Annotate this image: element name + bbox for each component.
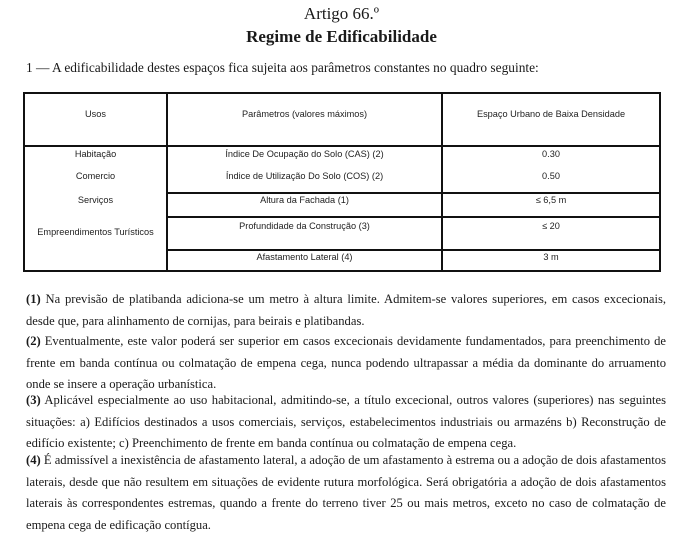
parametro-cell: Índice De Ocupação do Solo (CAS) (2) bbox=[225, 149, 384, 159]
row-divider bbox=[166, 216, 659, 218]
valor-cell: ≤ 20 bbox=[542, 221, 560, 231]
uso-item: Serviços bbox=[77, 195, 114, 205]
valor-cell: 0.30 bbox=[542, 149, 560, 159]
header-espaco-urbano: Espaço Urbano de Baixa Densidade bbox=[476, 109, 626, 119]
header-divider bbox=[25, 145, 659, 147]
article-title: Regime de Edificabilidade bbox=[246, 27, 437, 46]
footnote-4 bbox=[26, 450, 666, 536]
footnote-label: (4) bbox=[26, 453, 41, 467]
parametro-cell: Altura da Fachada (1) bbox=[260, 195, 349, 205]
uso-item: Habitação bbox=[74, 149, 117, 159]
footnote-2 bbox=[26, 331, 666, 396]
footnote-text: É admissível a inexistência de afastamento lateral, a adoção de um afastamento à estrema ou a adoção de dois afastamentos laterais, desde que não resultem em situações de evidente rutura morfológica. Será obrigatória a adoção de dois afastamentos laterais às correspondentes estremas, quando a frente do terreno tiver 25 ou mais metros, exceto no caso de colmatação de empena cega de edificação contígua. bbox=[26, 453, 666, 532]
uso-item: Empreendimentos Turísticos bbox=[37, 227, 154, 237]
parametro-cell: Afastamento Lateral (4) bbox=[256, 252, 353, 262]
row-divider bbox=[166, 192, 659, 194]
parameters-table bbox=[23, 92, 661, 272]
header-parametros: Parâmetros (valores máximos) bbox=[241, 109, 368, 119]
footnote-label: (2) bbox=[26, 334, 41, 348]
valor-cell: ≤ 6,5 m bbox=[535, 195, 567, 205]
footnote-label: (3) bbox=[26, 393, 41, 407]
footnote-text: Na previsão de platibanda adiciona-se um metro à altura limite. Admitem-se valores superiores, em casos excecionais, desde que, para alinhamento de cornijas, para beirais e platibandas. bbox=[26, 292, 666, 328]
intro-paragraph: 1 — A edificabilidade destes espaços fica sujeita aos parâmetros constantes no quadro seguinte: bbox=[26, 60, 539, 75]
uso-item: Comercio bbox=[75, 171, 116, 181]
article-number: Artigo 66.º bbox=[303, 4, 380, 23]
parametro-cell: Índice de Utilização Do Solo (COS) (2) bbox=[225, 171, 384, 181]
parametro-cell: Profundidade da Construção (3) bbox=[239, 221, 370, 231]
footnote-3 bbox=[26, 390, 666, 455]
footnote-text: Eventualmente, este valor poderá ser superior em casos excecionais devidamente fundamentados, para preenchimento de frente em banda contínua ou colmatação de empena cega, nunca podendo ultrapassar a média da dominante do arruamento onde se insere a operação urbanística. bbox=[26, 334, 666, 391]
valor-cell: 3 m bbox=[543, 252, 559, 262]
row-divider bbox=[166, 249, 659, 251]
footnote-1 bbox=[26, 289, 666, 332]
column-divider bbox=[441, 94, 443, 270]
column-divider bbox=[166, 94, 168, 270]
valor-cell: 0.50 bbox=[542, 171, 560, 181]
header-usos: Usos bbox=[85, 109, 106, 119]
footnote-label: (1) bbox=[26, 292, 41, 306]
footnote-text: Aplicável especialmente ao uso habitacional, admitindo-se, a título excecional, outros valores (superiores) nas seguintes situações: a) Edifícios destinados a usos comerciais, serviços, estabelecimentos industriais ou armazéns b) Reconstrução de edifício existente; c) Preenchimento de frente em banda contínua ou colmatação de empena cega. bbox=[26, 393, 666, 450]
